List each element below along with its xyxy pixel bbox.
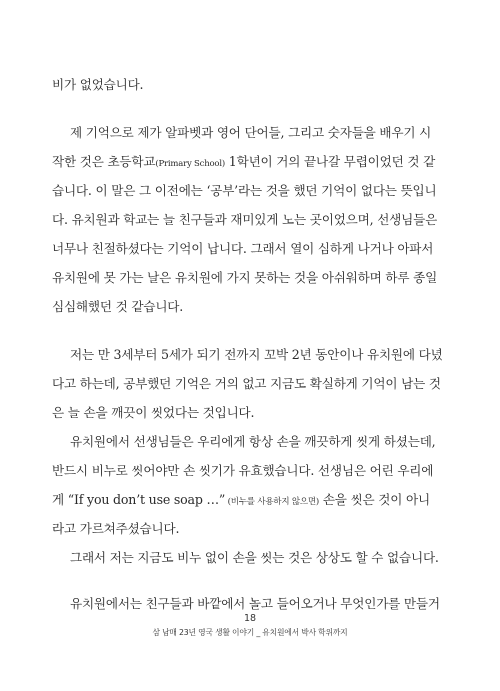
body-line: 다. 유치원과 학교는 늘 친구들과 재미있게 노는 곳이었으며, 선생님들은 (52, 212, 438, 227)
page-number: 18 (243, 613, 257, 624)
body-line: 은 늘 손을 깨끗이 씻었다는 것입니다. (52, 405, 255, 420)
korean-gloss: (비누를 사용하지 않으면) (225, 497, 320, 507)
body-line (52, 492, 438, 510)
running-title: 삼 남매 23년 영국 생활 이야기 _ 유치원에서 박사 학위까지 (152, 628, 348, 637)
english-gloss: (Primary School) (155, 159, 225, 169)
body-line: 유치원에서는 친구들과 바깥에서 놀고 들어오거나 무엇인가를 만들거 (70, 596, 440, 611)
body-line: 제 기억으로 제가 알파벳과 영어 단어들, 그리고 숫자들을 배우기 시 (70, 125, 432, 140)
body-line: 라고 가르쳐주셨습니다. (52, 521, 180, 536)
body-line: 다고 하는데, 공부했던 기억은 거의 없고 지금도 확실하게 기억이 남는 것 (52, 376, 441, 391)
body-line (52, 154, 438, 172)
body-line: 그래서 저는 지금도 비누 없이 손을 씻는 것은 상상도 할 수 없습니다. (70, 550, 439, 565)
body-line: 너무나 친절하셨다는 기억이 납니다. 그래서 열이 심하게 나거나 아파서 (52, 241, 434, 256)
text-span: 게 “If you don’t use soap …” (52, 492, 226, 507)
text-span: 손을 씻은 것이 아니 (319, 492, 430, 507)
body-line: 비가 없었습니다. (52, 77, 144, 92)
body-line: 저는 만 3세부터 5세가 되기 전까지 꼬박 2년 동안이나 유치원에 다녔 (70, 347, 443, 362)
body-line: 유치원에 못 가는 날은 유치원에 가지 못하는 것을 아쉬워하며 하루 종일 (52, 270, 438, 285)
body-line: 반드시 비누로 씻어야만 손 씻기가 유효했습니다. 선생님은 어린 우리에 (52, 463, 434, 478)
body-line: 유치원에서 선생님들은 우리에게 항상 손을 깨끗하게 씻게 하셨는데, (70, 434, 436, 449)
text-span: 1학년이 거의 끝나갈 무렵이었던 것 같 (224, 154, 436, 169)
body-line: 습니다. 이 말은 그 이전에는 ‘공부’라는 것을 했던 기억이 없다는 뜻입니 (52, 183, 437, 198)
text-span: 작한 것은 초등학교 (52, 154, 156, 169)
body-line: 심심해했던 것 같습니다. (52, 299, 184, 314)
